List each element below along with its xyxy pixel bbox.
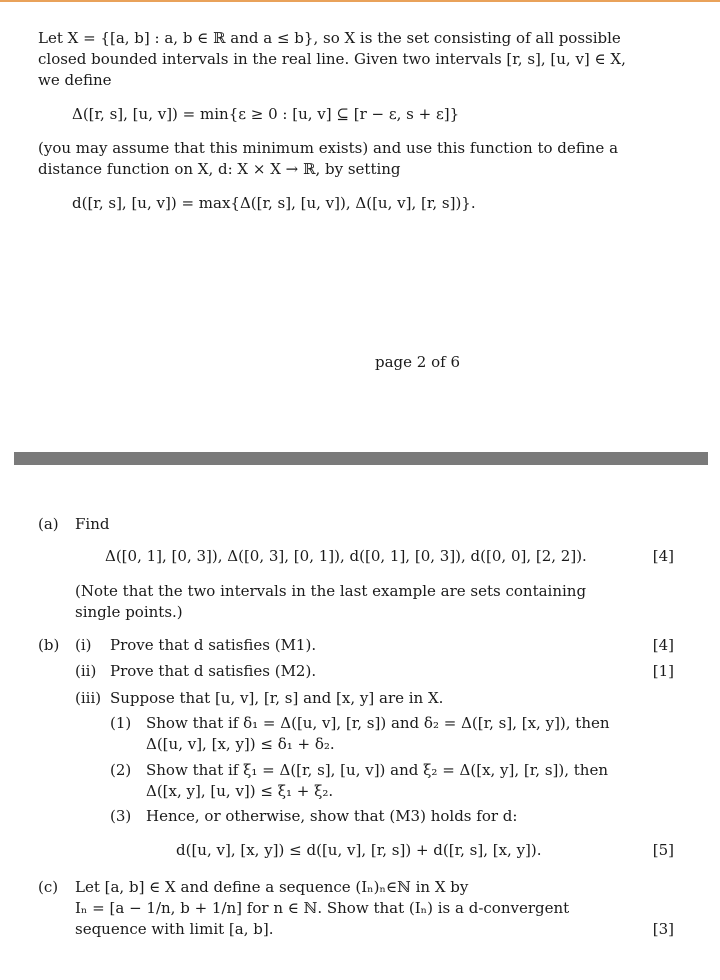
part-c-marks: [3] (652, 920, 674, 938)
intro-line-3: we define (38, 71, 112, 89)
part-c-label: (c) (38, 878, 59, 896)
part-b-iii-text: Suppose that [u, v], [r, s] and [x, y] are in X. (110, 689, 444, 707)
part-a-marks: [4] (652, 547, 674, 565)
part-b-iii-3-text: Hence, or otherwise, show that (M3) holds for d: (146, 807, 518, 825)
part-a-note-2: single points.) (75, 603, 183, 621)
part-b-ii-text: Prove that d satisfies (M2). (110, 662, 317, 680)
part-b-iii-3-label: (3) (110, 807, 132, 825)
part-a-label: (a) (38, 515, 59, 533)
part-b-ii-label: (ii) (75, 662, 97, 680)
part-b-i-label: (i) (75, 636, 92, 654)
part-a-formula: Δ([0, 1], [0, 3]), Δ([0, 3], [0, 1]), d([0, 1], [0, 3]), d([0, 0], [2, 2]). (105, 547, 587, 565)
intro-line-1: Let X = {[a, b] : a, b ∈ ℝ and a ≤ b}, so X is the set consisting of all possible (38, 29, 621, 47)
assume-line-1: (you may assume that this minimum exists) and use this function to define a (38, 139, 619, 157)
part-b-iii-2-text-2: Δ([x, y], [u, v]) ≤ ξ₁ + ξ₂. (146, 782, 334, 800)
part-c-text-3: sequence with limit [a, b]. (75, 920, 274, 938)
part-b-i-text: Prove that d satisfies (M1). (110, 636, 317, 654)
part-c-text-1: Let [a, b] ∈ X and define a sequence (Iₙ)ₙ∈ℕ in X by (75, 878, 469, 896)
part-b-iii-2-text-1: Show that if ξ₁ = Δ([r, s], [u, v]) and ξ₂ = Δ([x, y], [r, s]), then (146, 761, 608, 779)
page-divider (14, 452, 708, 465)
part-b-iii-label: (iii) (75, 689, 102, 707)
part-c-text-2: Iₙ = [a − 1/n, b + 1/n] for n ∈ ℕ. Show that (Iₙ) is a d-convergent (75, 899, 570, 917)
intro-line-2: closed bounded intervals in the real line. Given two intervals [r, s], [u, v] ∈ X, (38, 50, 626, 68)
part-b-label: (b) (38, 636, 60, 654)
part-b-iii-1-label: (1) (110, 714, 132, 732)
part-a-note-1: (Note that the two intervals in the last example are sets containing (75, 582, 587, 600)
delta-definition: Δ([r, s], [u, v]) = min{ε ≥ 0 : [u, v] ⊆ [r − ε, s + ε]} (72, 105, 460, 123)
distance-definition: d([r, s], [u, v]) = max{Δ([r, s], [u, v]), Δ([u, v], [r, s])}. (72, 194, 476, 212)
part-b-iii-marks: [5] (652, 841, 674, 859)
part-b-iii-1-text-1: Show that if δ₁ = Δ([u, v], [r, s]) and δ₂ = Δ([r, s], [x, y]), then (146, 714, 610, 732)
part-b-iii-1-text-2: Δ([u, v], [x, y]) ≤ δ₁ + δ₂. (146, 735, 335, 753)
part-b-i-marks: [4] (652, 636, 674, 654)
part-a-text: Find (75, 515, 110, 533)
assume-line-2: distance function on X, d: X × X → ℝ, by setting (38, 160, 401, 178)
part-b-iii-2-label: (2) (110, 761, 132, 779)
page-number: page 2 of 6 (375, 353, 460, 371)
part-b-ii-marks: [1] (652, 662, 674, 680)
part-b-iii-formula: d([u, v], [x, y]) ≤ d([u, v], [r, s]) + d([r, s], [x, y]). (176, 841, 542, 859)
top-accent-line (0, 0, 720, 2)
